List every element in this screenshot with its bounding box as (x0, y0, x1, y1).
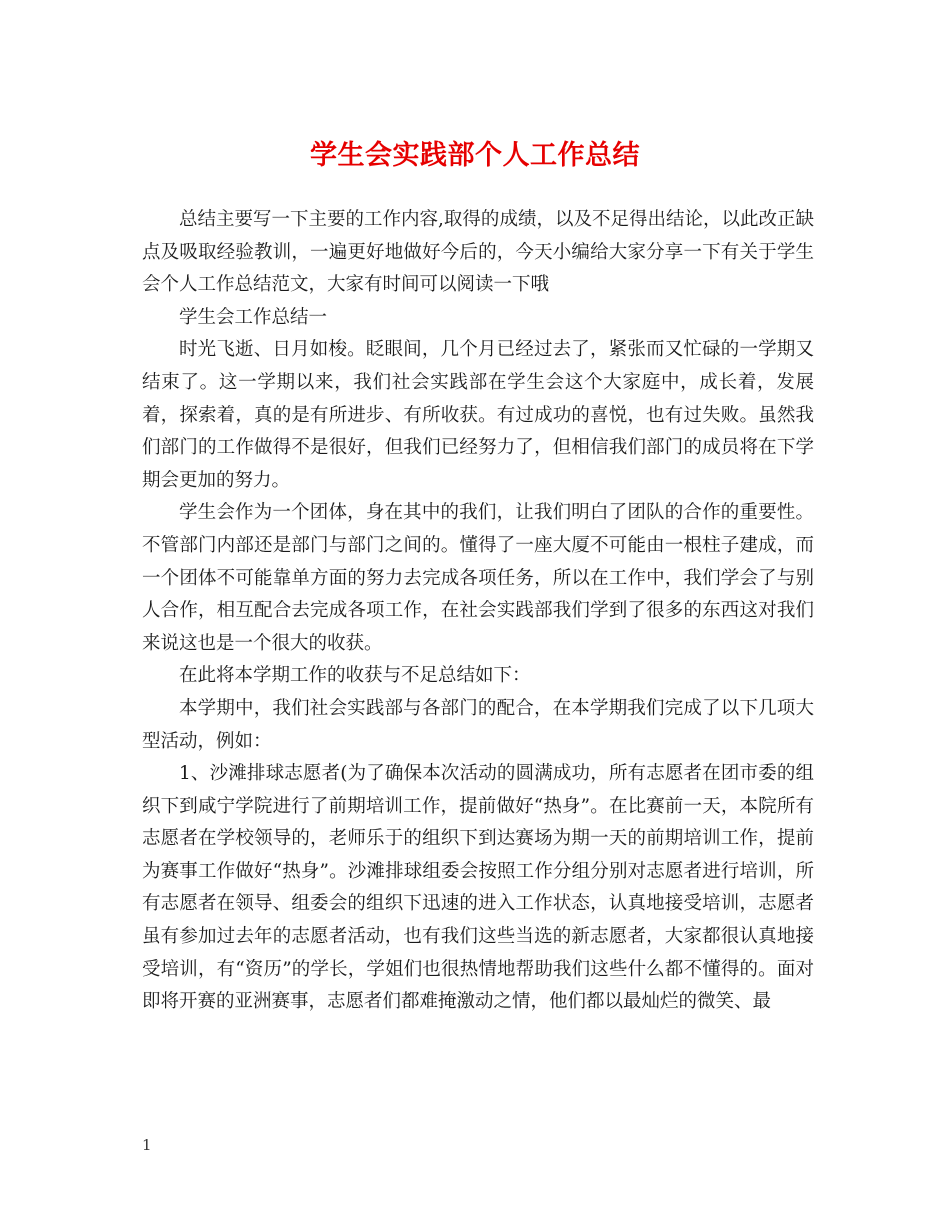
paragraph: 1、沙滩排球志愿者(为了确保本次活动的圆满成功，所有志愿者在团市委的组织下到咸宁学院进行了前期培训工作，提前做好“热身”。在比赛前一天，本院所有志愿者在学校领导的，老师乐于的组织下到达赛场为期一天的前期培训工作，提前为赛事工作做好“热身”。沙滩排球组委会按照工作分组分别对志愿者进行培训，所有志愿者在领导、组委会的组织下迅速的进入工作状态，认真地接受培训，志愿者虽有参加过去年的志愿者活动，也有我们这些当选的新志愿者，大家都很认真地接受培训，有“资历”的学长，学姐们也很热情地帮助我们这些什么都不懂得的。面对即将开赛的亚洲赛事，志愿者们都难掩激动之情，他们都以最灿烂的微笑、最 (142, 763, 814, 1013)
page-number: 1 (142, 1136, 152, 1154)
paragraph: 时光飞逝、日月如梭。眨眼间，几个月已经过去了，紧张而又忙碌的一学期又结束了。这一学期以来，我们社会实践部在学生会这个大家庭中，成长着，发展着，探索着，真的是有所进步、有所收获。有过成功的喜悦，也有过失败。虽然我们部门的工作做得不是很好，但我们已经努力了，但相信我们部门的成员将在下学期会更加的努力。 (142, 339, 814, 491)
paragraph: 学生会作为一个团体，身在其中的我们，让我们明白了团队的合作的重要性。不管部门内部还是部门与部门之间的。懂得了一座大厦不可能由一根柱子建成，而一个团体不可能靠单方面的努力去完成各项任务，所以在工作中，我们学会了与别人合作，相互配合去完成各项工作，在社会实践部我们学到了很多的东西这对我们来说这也是一个很大的收获。 (142, 502, 814, 654)
section-heading: 学生会工作总结一 (179, 306, 328, 328)
document-body (142, 204, 814, 1019)
document-title: 学生会实践部个人工作总结 (310, 140, 640, 171)
paragraph: 在此将本学期工作的收获与不足总结如下： (179, 665, 531, 687)
paragraph: 本学期中，我们社会实践部与各部门的配合，在本学期我们完成了以下几项大型活动，例如： (142, 697, 814, 752)
paragraph-intro: 总结主要写一下主要的工作内容,取得的成绩，以及不足得出结论，以此改正缺点及吸取经验教训，一遍更好地做好今后的，今天小编给大家分享一下有关于学生会个人工作总结范文，大家有时间可以阅读一下哦 (142, 209, 814, 296)
